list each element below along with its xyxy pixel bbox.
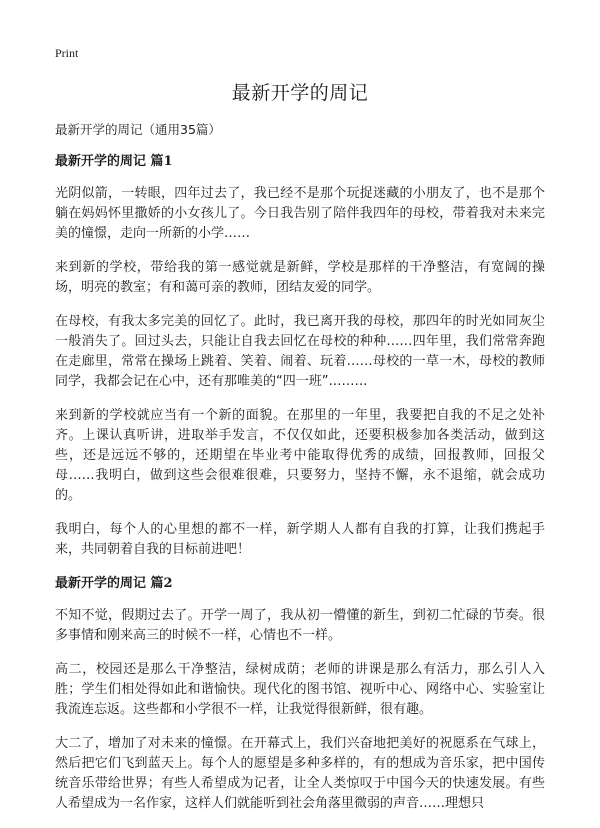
paragraph: 光阴似箭，一转眼，四年过去了，我已经不是那个玩捉迷藏的小朋友了，也不是那个躺在妈妈怀里撒娇的小女孩儿了。今日我告别了陪伴我四年的母校，带着我对未来完美的憧憬，走向一所新的小学……	[55, 186, 545, 241]
paragraph: 大二了，增加了对未来的憧憬。在开幕式上，我们兴奋地把美好的祝愿系在气球上，然后把它们飞到蓝天上。每个人的愿望是多种多样的，有的想成为音乐家，把中国传统音乐带给世界；有些人希望成为记者，让全人类惊叹于中国今天的快速发展。有些人希望成为一名作家，这样人们就能听到社会角落里微弱的声音……理想只	[55, 736, 545, 811]
paragraph: 在母校，有我太多完美的回忆了。此时，我已离开我的母校，那四年的时光如同灰尘一般消失了。回过头去，只能让自我去回忆在母校的种种……四年里，我们常常奔跑在走廊里，常常在操场上跳着、笑着、闹着、玩着……母校的一草一木，母校的教师同学，我都会记在心中，还有那唯美的“四一班”………	[55, 314, 545, 389]
document-content	[55, 146, 545, 828]
section-heading: 最新开学的周记 篇2	[55, 576, 173, 591]
paragraph: 我明白，每个人的心里想的都不一样，新学期人人都有自我的打算，让我们携起手来，共同朝着自我的目标前进吧！	[55, 522, 545, 557]
section-1	[55, 152, 545, 560]
section-2	[55, 574, 545, 814]
paragraph: 来到新的学校，带给我的第一感觉就是新鲜，学校是那样的干净整洁，有宽阔的操场，明亮的教室；有和蔼可亲的教师，团结友爱的同学。	[55, 260, 545, 295]
document-subtitle: 最新开学的周记（通用35篇）	[55, 122, 221, 137]
paragraph: 高二，校园还是那么干净整洁，绿树成荫；老师的讲课是那么有活力，那么引人入胜；学生们相处得如此和谐愉快。现代化的图书馆、视听中心、网络中心、实验室让我流连忘返。这些都和小学很不一样，让我觉得很新鲜，很有趣。	[55, 662, 545, 717]
paragraph: 不知不觉，假期过去了。开学一周了，我从初一懵懂的新生，到初二忙碌的节奏。很多事情和刚来高三的时候不一样，心情也不一样。	[55, 608, 545, 643]
print-link[interactable]: Print	[55, 46, 79, 60]
page-title: 最新开学的周记	[231, 82, 369, 104]
section-heading: 最新开学的周记 篇1	[55, 154, 173, 169]
paragraph: 来到新的学校就应当有一个新的面貌。在那里的一年里，我要把自我的不足之处补齐。上课认真听讲，进取举手发言，不仅仅如此，还要积极参加各类活动，做到这些，还是远远不够的，还期望在毕业考中能取得优秀的成绩，回报教师，回报父母……我明白，做到这些会很难很难，只要努力，坚持不懈，永不退缩，就会成功的。	[55, 408, 545, 503]
